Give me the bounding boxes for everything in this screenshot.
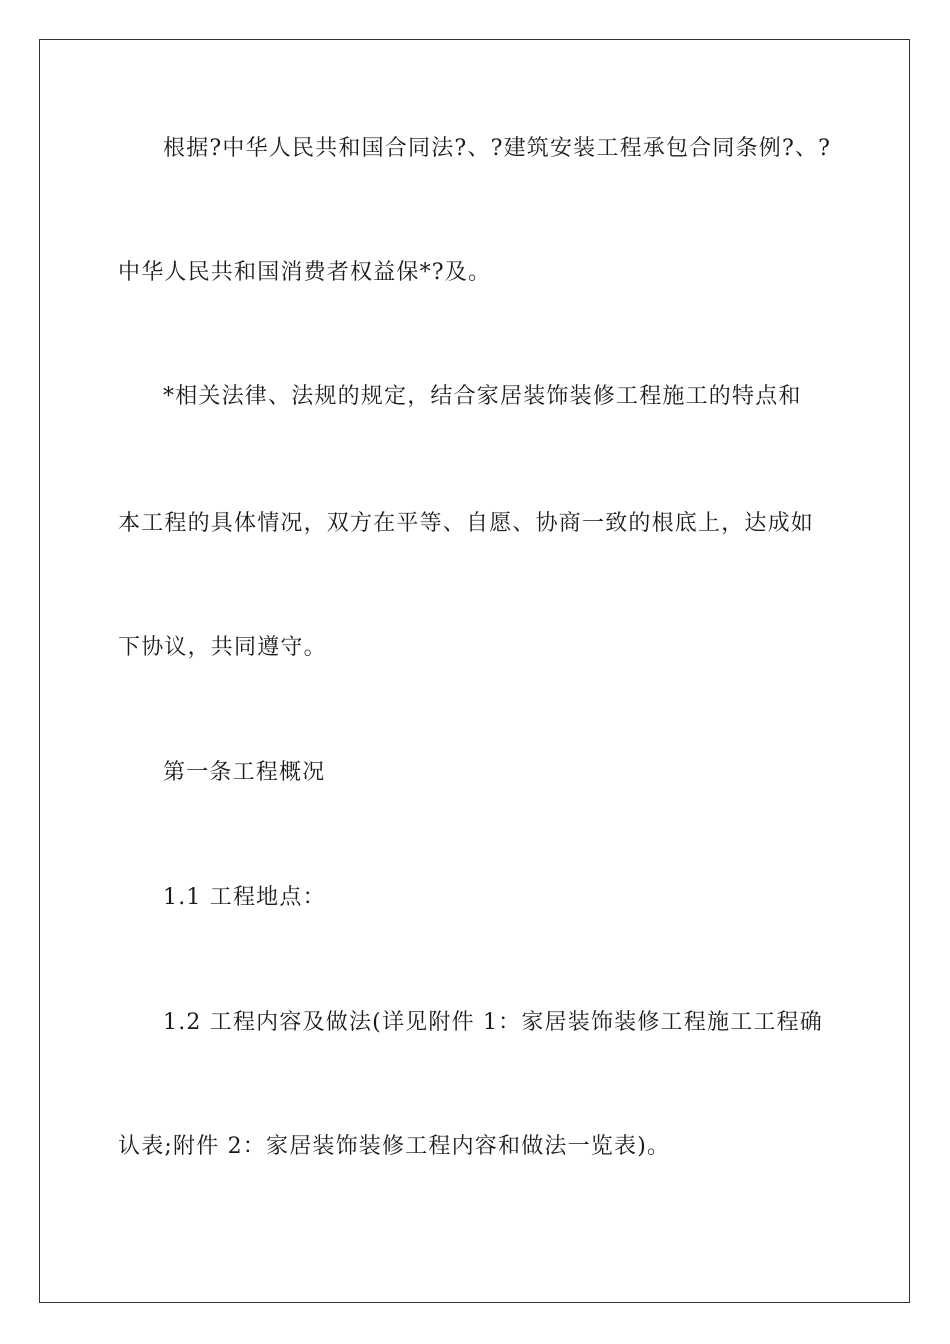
paragraph-line-2: 中华人民共和国消费者权益保*?及。 <box>118 260 492 285</box>
clause-1-2-continued: 认表;附件 2：家居装饰装修工程内容和做法一览表)。 <box>118 1134 671 1159</box>
paragraph-line-1: 根据?中华人民共和国合同法?、?建筑安装工程承包合同条例?、? <box>163 136 832 161</box>
section-heading: 第一条工程概况 <box>163 760 326 785</box>
clause-1-1: 1.1 工程地点： <box>163 885 326 910</box>
paragraph-line-5: 下协议，共同遵守。 <box>118 635 327 660</box>
page-border <box>39 39 910 1303</box>
clause-1-2: 1.2 工程内容及做法(详见附件 1：家居装饰装修工程施工工程确 <box>163 1010 823 1035</box>
paragraph-line-4: 本工程的具体情况，双方在平等、自愿、协商一致的根底上，达成如 <box>118 511 815 536</box>
paragraph-line-3: *相关法律、法规的规定，结合家居装饰装修工程施工的特点和 <box>163 384 802 409</box>
